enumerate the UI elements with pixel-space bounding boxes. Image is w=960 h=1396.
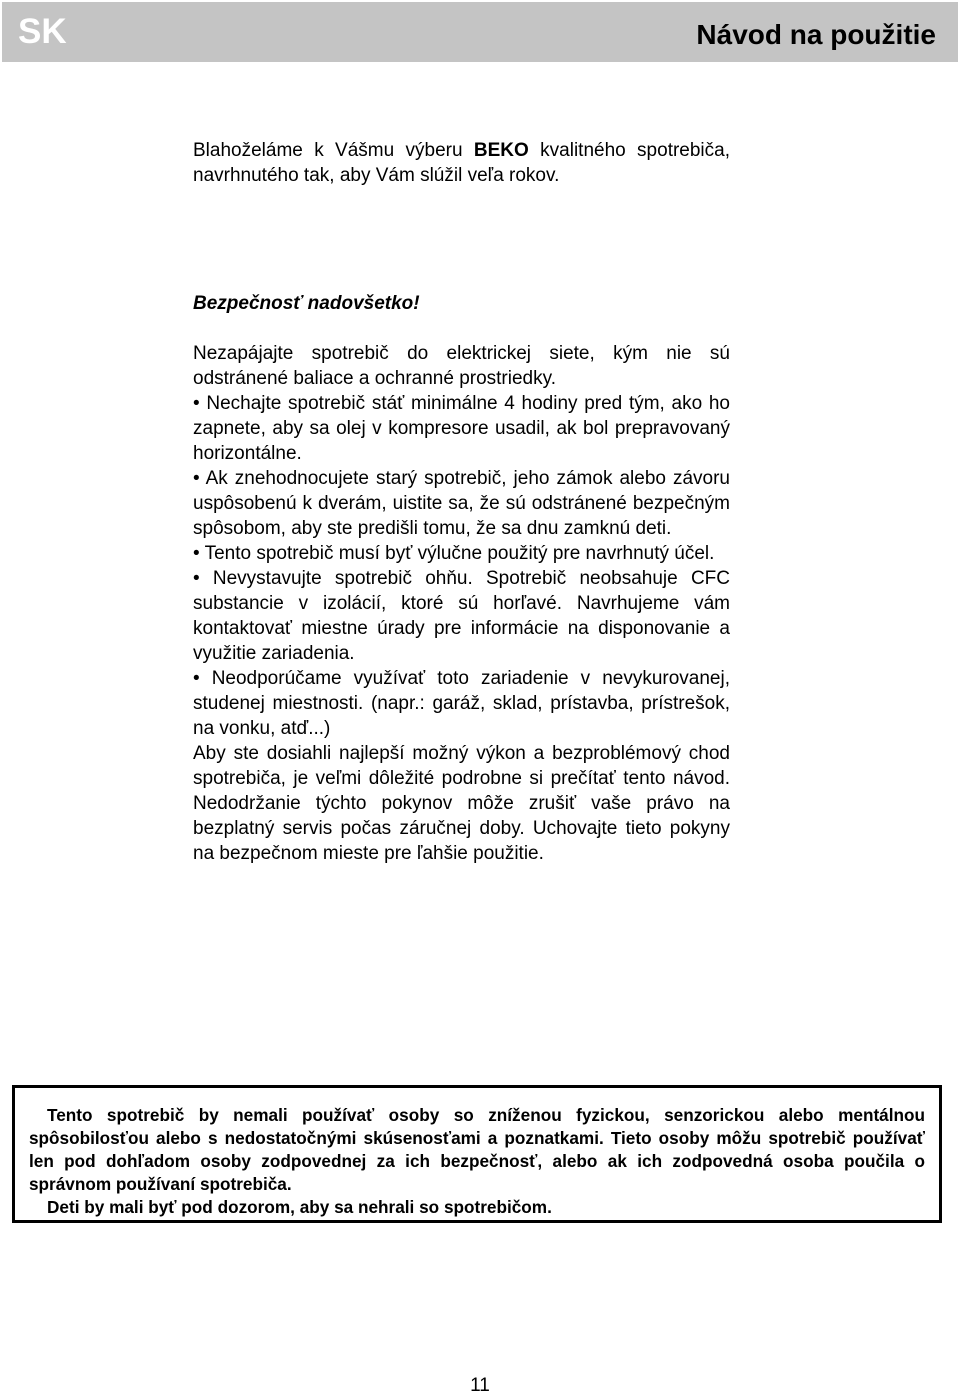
language-code: SK (18, 12, 67, 51)
safety-bullet: • Tento spotrebič musí byť výlučne použitý pre navrhnutý účel. (193, 543, 715, 564)
safety-heading: Bezpečnosť nadovšetko! (193, 293, 420, 314)
header-bar (2, 2, 958, 62)
warning-box (12, 1085, 942, 1223)
main-content (193, 138, 730, 866)
brand-name: BEKO (473, 140, 529, 161)
instructions-paragraph: Aby ste dosiahli najlepší možný výkon a bezproblémový chod spotrebiča, je veľmi dôležité podrobne si prečítať tento návod. Nedodržanie týchto pokynov môže zrušiť vaše právo na bezplatný servis počas záručnej doby. Uchovajte tieto pokyny na bezpečnom mieste pre ľahšie použitie. (193, 743, 730, 864)
intro-text-before: Blahoželáme k Vášmu výberu (193, 140, 474, 161)
safety-bullet: • Nevystavujte spotrebič ohňu. Spotrebič neobsahuje CFC substancie v izolácií, ktoré sú horľavé. Navrhujeme vám kontaktovať miestne úrady pre informácie na disponovanie a využitie zariadenia. (193, 568, 730, 664)
safety-paragraph: Nezapájajte spotrebič do elektrickej siete, kým nie sú odstránené baliace a ochranné prostriedky. (193, 343, 730, 389)
safety-bullet: • Ak znehodnocujete starý spotrebič, jeho zámok alebo závoru uspôsobenú k dverám, uistite sa, že sú odstránené bezpečným spôsobom, aby ste predišli tomu, že sa dnu zamknú deti. (193, 468, 730, 539)
intro-text-after: kvalitného spotrebiča, navrhnutého tak, aby Vám slúžil veľa rokov. (193, 140, 731, 186)
safety-bullet: • Nechajte spotrebič stáť minimálne 4 hodiny pred tým, ako ho zapnete, aby sa olej v kompresore usadil, ak bol prepravovaný horizontálne. (193, 393, 730, 464)
safety-bullet: • Neodporúčame využívať toto zariadenie v nevykurovanej, studenej miestnosti. (napr.: garáž, sklad, prístavba, prístrešok, na vonku, atď...) (193, 668, 730, 739)
page-number: 11 (470, 1375, 490, 1396)
document-title: Návod na použitie (696, 19, 936, 50)
warning-text: Tento spotrebič by nemali používať osoby so zníženou fyzickou, senzorickou alebo mentálnou spôsobilosťou alebo s nedostatočnými skúsenosťami a poznatkami. Tieto osoby môžu spotrebič používať len pod dohľadom osoby zodpovednej za ich bezpečnosť, alebo ak ich zodpovedná osoba poučila o správnom používaní spotrebiča. (29, 1105, 925, 1194)
children-warning-text: Deti by mali byť pod dozorom, aby sa nehrali so spotrebičom. (47, 1197, 552, 1217)
intro-paragraph (193, 138, 730, 188)
